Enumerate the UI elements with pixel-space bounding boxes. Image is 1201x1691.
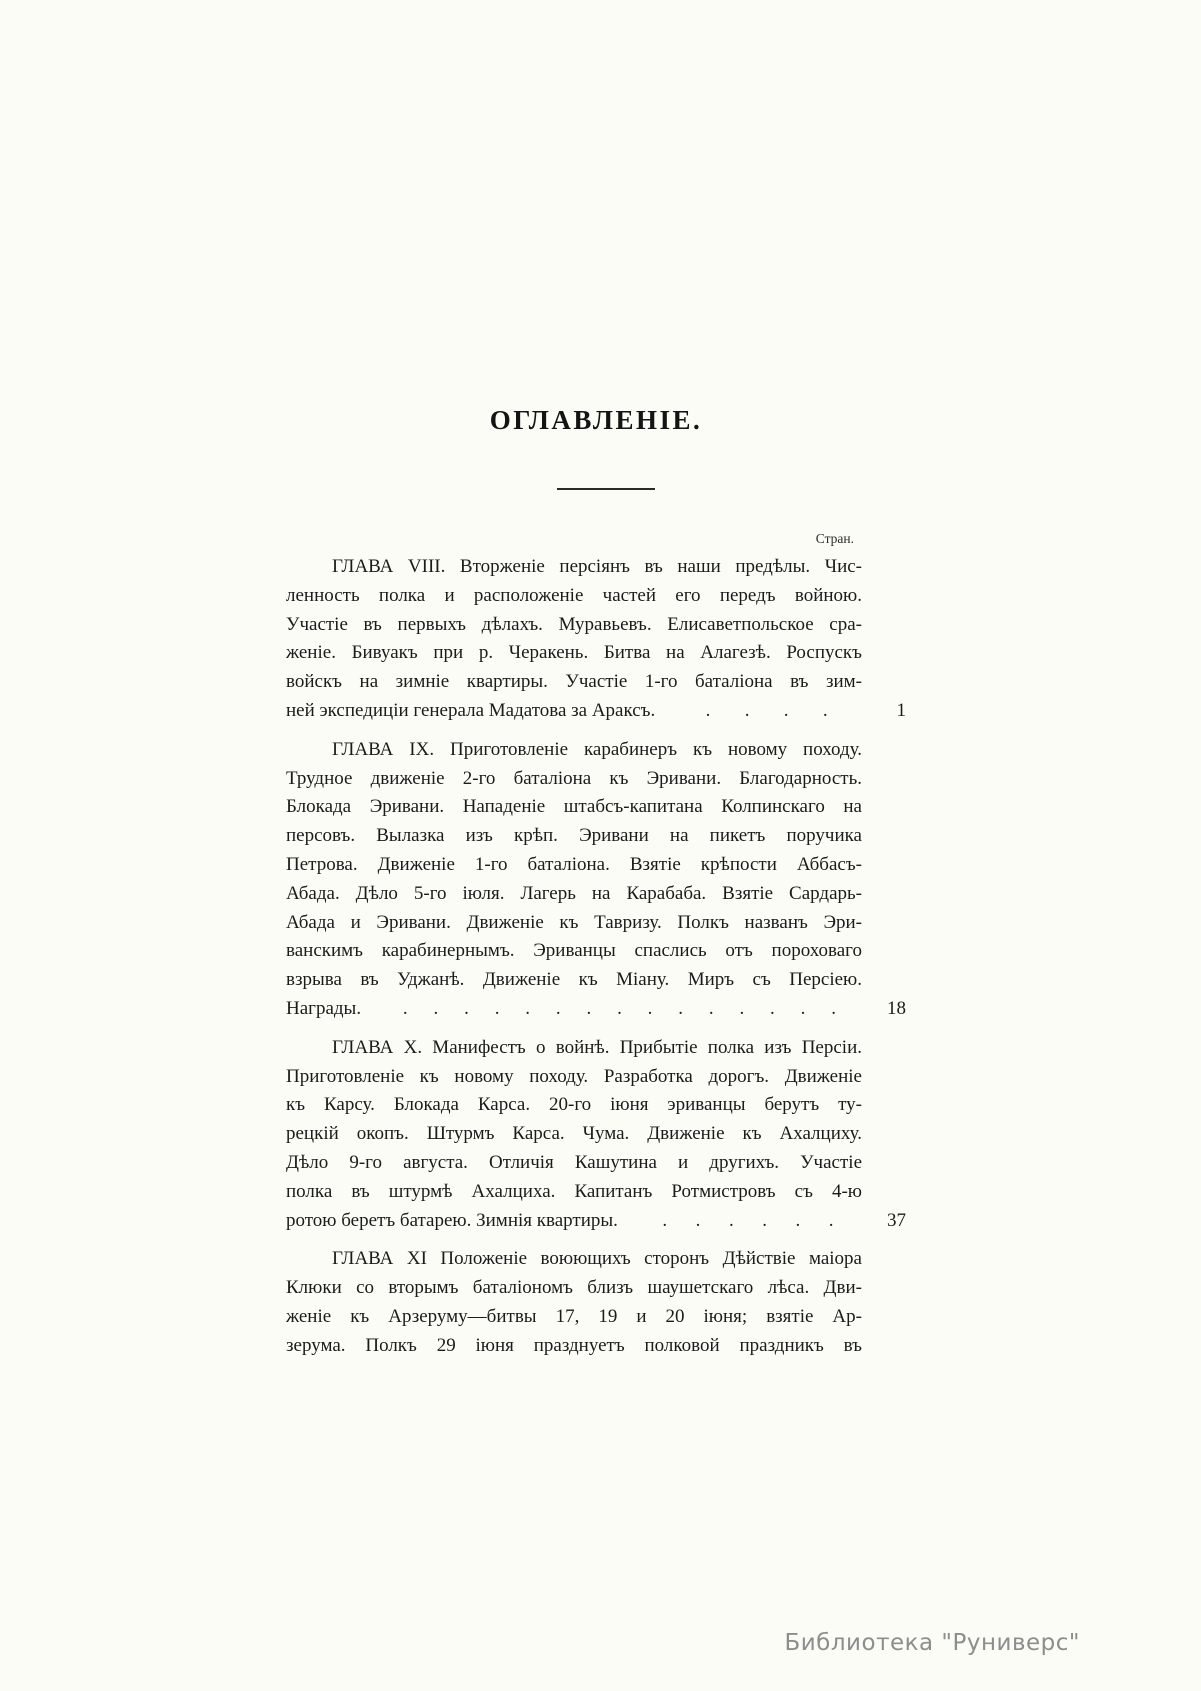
page-number: 37 <box>887 1209 906 1231</box>
leader-dot: . <box>795 1209 801 1231</box>
page-number: 18 <box>887 997 906 1019</box>
toc-line: Награды. <box>286 997 362 1019</box>
leader-dot: . <box>828 1209 834 1231</box>
leader-dots <box>377 995 862 1024</box>
leader-dot: . <box>728 1209 734 1231</box>
toc-line: Блокада Эривани. Нападеніе штабсъ-капитана Колпинскаго на <box>286 796 862 818</box>
toc-line: ней экспедиціи генерала Мадатова за Араксъ. <box>286 699 656 721</box>
toc-entry-last-line <box>286 995 906 1024</box>
leader-dot: . <box>739 997 745 1019</box>
toc-line: взрыва въ Уджанѣ. Движеніе къ Міану. Миръ съ Персіею. <box>286 969 862 991</box>
library-watermark: Библиотека "Руниверс" <box>784 1630 1080 1656</box>
toc-line: ГЛАВА IX. Приготовленіе карабинеръ къ новому походу. <box>332 738 862 760</box>
divider-rule <box>557 488 655 490</box>
toc-line: полка въ штурмѣ Ахалциха. Капитанъ Ротмистровъ съ 4-ю <box>286 1180 862 1202</box>
leader-dot: . <box>705 699 711 721</box>
toc-entry <box>286 1034 906 1236</box>
leader-dot: . <box>617 997 622 1019</box>
toc-line: къ Карсу. Блокада Карса. 20-го іюня эриванцы берутъ ту- <box>286 1094 862 1116</box>
leader-dot: . <box>770 997 775 1019</box>
toc-line: женіе. Бивуакъ при р. Черакень. Битва на Алагезѣ. Роспускъ <box>286 642 862 664</box>
leader-dots <box>671 697 862 726</box>
toc-line: Участіе въ первыхъ дѣлахъ. Муравьевъ. Елисаветпольское сра- <box>286 613 862 635</box>
leader-dot: . <box>744 699 750 721</box>
toc-line: Петрова. Движеніе 1-го баталіона. Взятіе крѣпости Аббасъ- <box>286 853 862 875</box>
toc-line: ротою беретъ батарею. Зимнія квартиры. <box>286 1209 618 1231</box>
leader-dot: . <box>525 997 531 1019</box>
toc-line: Клюки со вторымъ баталіономъ близъ шаушетскаго лѣса. Дви- <box>286 1277 862 1299</box>
toc-entry-last-line <box>286 697 906 726</box>
leader-dot: . <box>433 997 439 1019</box>
toc-line: ванскимъ карабинернымъ. Эриванцы спаслись отъ пороховаго <box>286 940 862 962</box>
toc-line: ГЛАВА X. Манифестъ о войнѣ. Прибытіе полка изъ Персіи. <box>332 1036 862 1058</box>
toc-line: Дѣло 9-го августа. Отличія Кашутина и другихъ. Участіе <box>286 1151 862 1173</box>
toc-line: зерума. Полкъ 29 іюня празднуетъ полковой праздникъ въ <box>286 1334 862 1356</box>
toc-line: войскъ на зимніе квартиры. Участіе 1-го баталіона въ зим- <box>286 671 862 693</box>
toc-entry-last-line <box>286 1207 906 1236</box>
page-column-header: Стран. <box>815 531 854 546</box>
toc-line: персовъ. Вылазка изъ крѣп. Эривани на пикетъ поручика <box>286 825 862 847</box>
toc-line: ленность полка и расположеніе частей его передъ войною. <box>286 584 862 606</box>
leader-dot: . <box>464 997 469 1019</box>
leader-dot: . <box>494 997 500 1019</box>
toc-line: Приготовленіе къ новому походу. Разработка дорогъ. Движеніе <box>286 1065 862 1087</box>
toc-entry <box>286 553 906 726</box>
toc-line: женіе къ Арзеруму—битвы 17, 19 и 20 іюня; взятіе Ар- <box>286 1305 862 1327</box>
leader-dot: . <box>822 699 828 721</box>
toc-line: ГЛАВА XI Положеніе воюющихъ сторонъ Дѣйствіе маіора <box>332 1248 862 1270</box>
leader-dot: . <box>708 997 714 1019</box>
leader-dot: . <box>783 699 789 721</box>
toc-entry <box>286 1245 906 1360</box>
toc-entry <box>286 736 906 1024</box>
leader-dot: . <box>586 997 592 1019</box>
leader-dot: . <box>678 997 684 1019</box>
toc-entries <box>286 553 906 1371</box>
leader-dot: . <box>800 997 806 1019</box>
toc-line: ГЛАВА VIII. Вторженіе персіянъ въ наши предѣлы. Чис- <box>332 556 862 577</box>
leader-dot: . <box>402 997 408 1019</box>
toc-line: рецкій окопъ. Штурмъ Карса. Чума. Движеніе къ Ахалциху. <box>286 1123 862 1145</box>
leader-dot: . <box>831 997 836 1019</box>
leader-dot: . <box>762 1209 767 1231</box>
leader-dot: . <box>555 997 561 1019</box>
leader-dot: . <box>662 1209 668 1231</box>
toc-line: Трудное движеніе 2-го баталіона къ Эривани. Благодарность. <box>286 767 862 789</box>
leader-dot: . <box>695 1209 701 1231</box>
page-number: 1 <box>896 699 906 721</box>
toc-line: Абада и Эривани. Движеніе къ Тавризу. Полкъ названъ Эри- <box>286 911 862 933</box>
leader-dot: . <box>647 997 653 1019</box>
toc-line: Абада. Дѣло 5-го іюля. Лагерь на Карабаба. Взятіе Сардарь- <box>286 882 862 904</box>
leader-dots <box>634 1207 862 1236</box>
page-title: ОГЛАВЛЕНІЕ. <box>489 405 703 435</box>
